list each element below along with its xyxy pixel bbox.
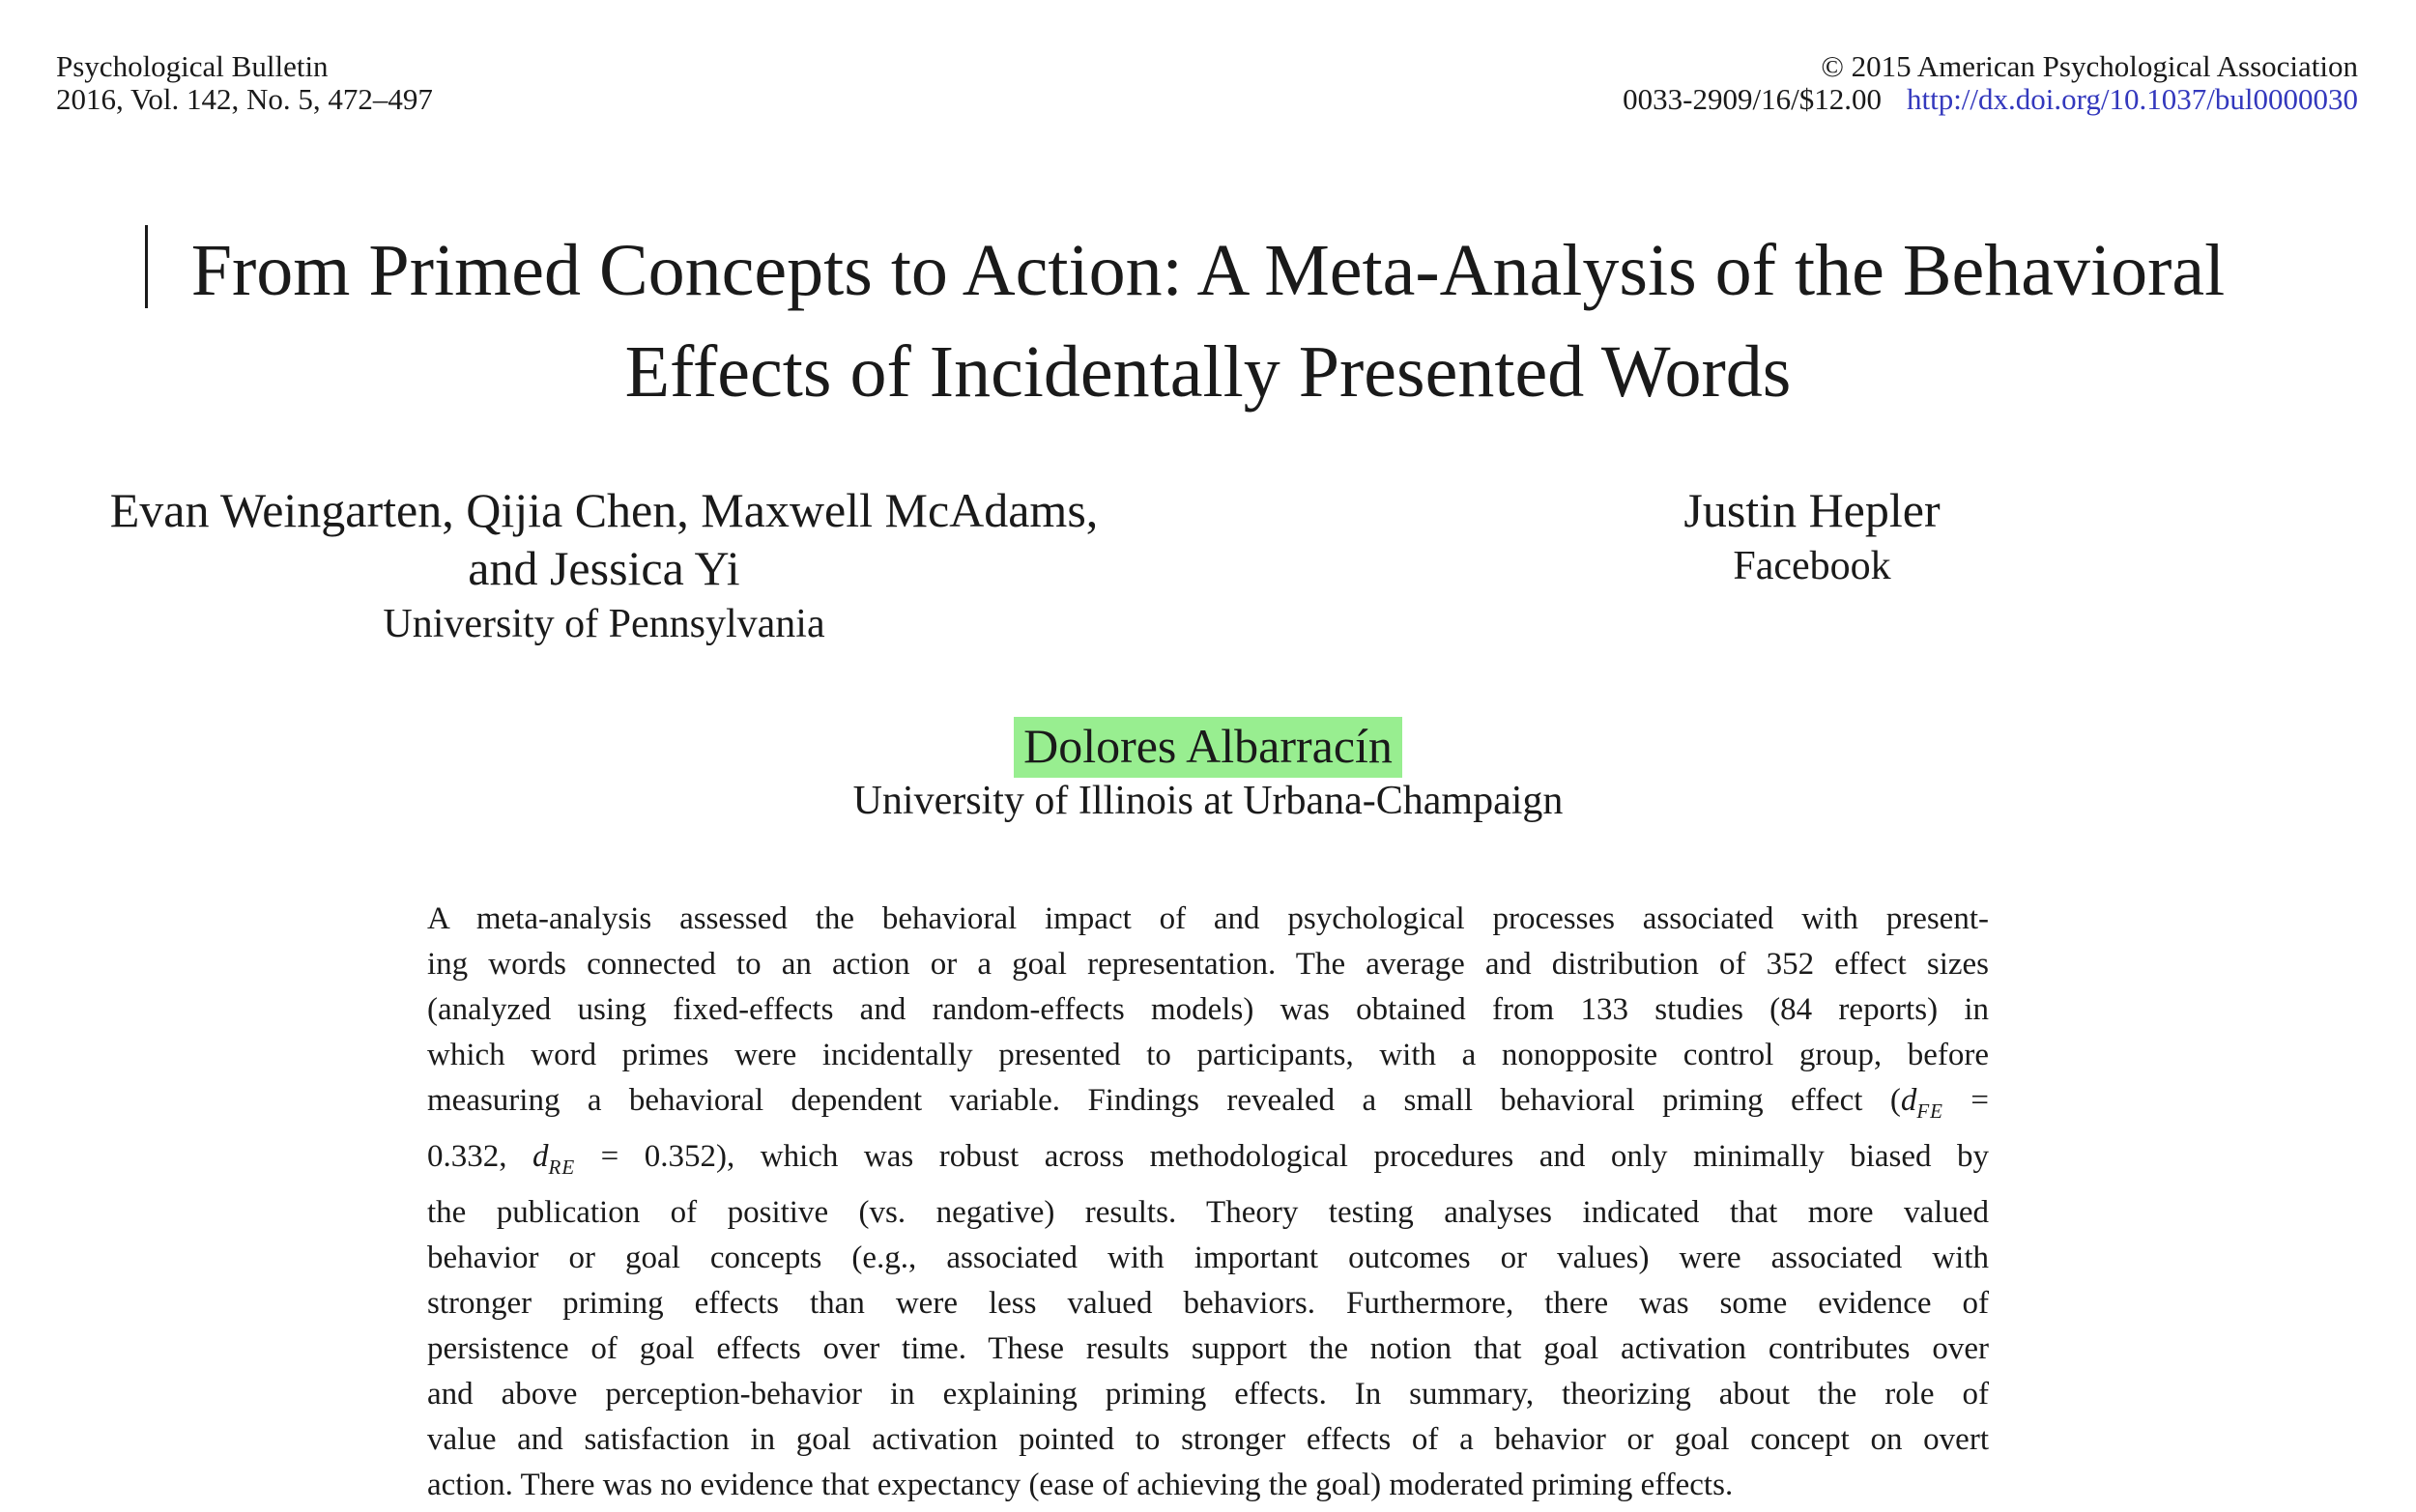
- abstract-line: the publication of positive (vs. negative) results. Theory testing analyses indicated that more valued: [427, 1195, 1989, 1230]
- paper-title-line2: Effects of Incidentally Presented Words: [624, 331, 1792, 413]
- author-affiliation: Facebook: [1733, 544, 1891, 588]
- abstract-line: value and satisfaction in goal activation pointed to stronger effects of a behavior or goal concept on overt: [427, 1422, 1989, 1457]
- issn-doi-line: [1623, 83, 2358, 116]
- abstract-line: action. There was no evidence that expectancy (ease of achieving the goal) moderated priming effects.: [427, 1468, 1734, 1502]
- abstract-line: which word primes were incidentally presented to participants, with a nonopposite control group, before: [427, 1038, 1989, 1072]
- author-affiliation: University of Illinois at Urbana-Champaign: [852, 779, 1564, 823]
- masthead: [0, 0, 2416, 116]
- author-names-line1: Evan Weingarten, Qijia Chen, Maxwell McAdams,: [109, 483, 1099, 537]
- highlight-mark: Dolores Albarracín: [1014, 717, 1402, 778]
- masthead-left: [56, 50, 433, 116]
- abstract-line: (analyzed using fixed-effects and random-effects models) was obtained from 133 studies (84 reports) in: [427, 992, 1989, 1027]
- abstract-line: stronger priming effects than were less valued behaviors. Furthermore, there was some evidence of: [427, 1286, 1989, 1321]
- masthead-right: [1623, 50, 2358, 116]
- issn-price: 0033-2909/16/$12.00: [1623, 82, 1882, 116]
- author-group-right: [1208, 481, 2416, 649]
- abstract-line: behavior or goal concepts (e.g., associated with important outcomes or values) were associated with: [427, 1241, 1989, 1275]
- copyright-line: © 2015 American Psychological Association: [1821, 49, 2358, 83]
- abstract: [427, 897, 1989, 1508]
- abstract-line: A meta-analysis assessed the behavioral impact of and psychological processes associated with present-: [427, 901, 1989, 936]
- abstract-line: measuring a behavioral dependent variable. Findings revealed a small behavioral priming effect ($d_{FE}$ =: [427, 1083, 1989, 1123]
- text-cursor: [145, 225, 148, 308]
- abstract-line: persistence of goal effects over time. These results support the notion that goal activation contributes over: [427, 1331, 1989, 1366]
- authors-row: [0, 481, 2416, 649]
- highlighted-author-name: [0, 717, 2416, 775]
- abstract-line: ing words connected to an action or a goal representation. The average and distribution of 352 effect sizes: [427, 947, 1989, 982]
- author-affiliation: University of Pennsylvania: [383, 602, 825, 646]
- abstract-line: and above perception-behavior in explaining priming effects. In summary, theorizing about the role of: [427, 1377, 1989, 1412]
- journal-name: Psychological Bulletin: [56, 49, 329, 83]
- paper-title-line1: From Primed Concepts to Action: A Meta-Analysis of the Behavioral: [190, 230, 2226, 311]
- author-name: Justin Hepler: [1683, 483, 1941, 537]
- author-names-line2: and Jessica Yi: [468, 541, 740, 595]
- abstract-line: 0.332, $d_{RE} = 0.352$), which was robust across methodological procedures and only minimally biased by: [427, 1139, 1990, 1179]
- journal-issue: 2016, Vol. 142, No. 5, 472–497: [56, 82, 433, 116]
- paper-title: [0, 220, 2416, 423]
- author-group-left: [0, 481, 1208, 649]
- doi-link[interactable]: http://dx.doi.org/10.1037/bul0000030: [1906, 82, 2358, 116]
- author-group-center: [0, 717, 2416, 825]
